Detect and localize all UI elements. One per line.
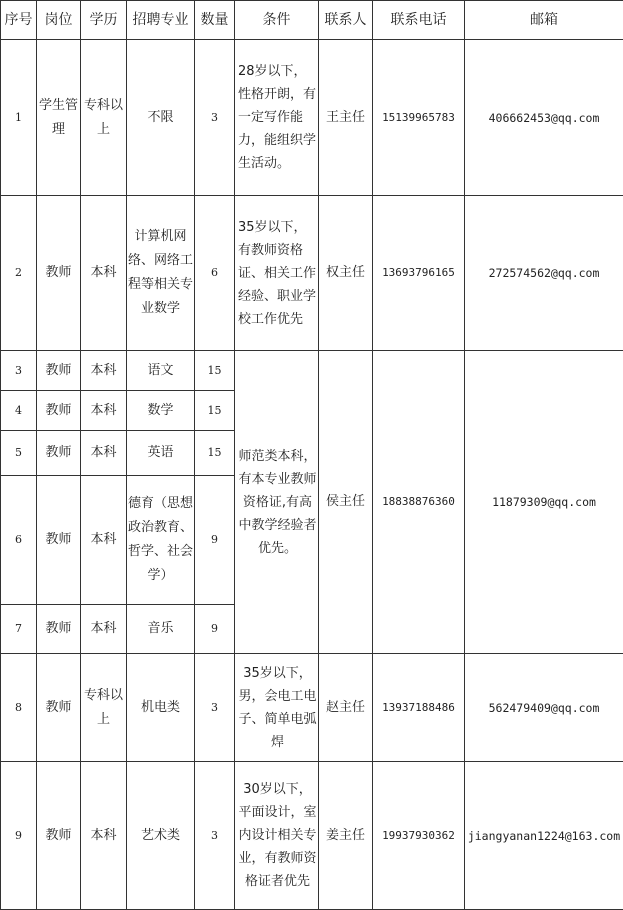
row-count: 3 <box>195 654 235 762</box>
row-count: 15 <box>195 391 235 431</box>
table-row <box>1 40 623 196</box>
row-major: 计算机网络、网络工程等相关专业数学 <box>127 196 195 351</box>
row-count: 15 <box>195 351 235 391</box>
header-email: 邮箱 <box>465 1 623 40</box>
row-cond: 30岁以下，平面设计，室内设计相关专业，有教师资格证者优先 <box>235 762 319 910</box>
group-phone: 18838876360 <box>373 351 465 654</box>
row-edu: 本科 <box>81 605 127 654</box>
header-post: 岗位 <box>37 1 81 40</box>
row-post: 教师 <box>37 476 81 605</box>
header-phone: 联系电话 <box>373 1 465 40</box>
row-edu: 本科 <box>81 351 127 391</box>
row-post: 教师 <box>37 391 81 431</box>
row-post: 教师 <box>37 654 81 762</box>
row-major: 语文 <box>127 351 195 391</box>
row-no: 8 <box>1 654 37 762</box>
row-cond: 28岁以下，性格开朗，有一定写作能力，能组织学生活动。 <box>235 40 319 196</box>
row-post: 教师 <box>37 431 81 476</box>
row-major: 德育（思想政治教育、哲学、社会学） <box>127 476 195 605</box>
header-contact: 联系人 <box>319 1 373 40</box>
row-major: 不限 <box>127 40 195 196</box>
row-no: 6 <box>1 476 37 605</box>
row-no: 4 <box>1 391 37 431</box>
row-no: 7 <box>1 605 37 654</box>
row-contact: 姜主任 <box>319 762 373 910</box>
row-major: 数学 <box>127 391 195 431</box>
row-count: 9 <box>195 605 235 654</box>
row-phone: 13937188486 <box>373 654 465 762</box>
header-major: 招聘专业 <box>127 1 195 40</box>
row-no: 3 <box>1 351 37 391</box>
row-email: 406662453@qq.com <box>465 40 623 196</box>
row-edu: 本科 <box>81 762 127 910</box>
row-post: 教师 <box>37 605 81 654</box>
row-post: 教师 <box>37 762 81 910</box>
row-count: 3 <box>195 40 235 196</box>
row-count: 15 <box>195 431 235 476</box>
row-edu: 专科以上 <box>81 40 127 196</box>
row-phone: 13693796165 <box>373 196 465 351</box>
group-contact: 侯主任 <box>319 351 373 654</box>
row-edu: 本科 <box>81 476 127 605</box>
row-post: 教师 <box>37 196 81 351</box>
group-cond: 师范类本科，有本专业教师资格证,有高中教学经验者优先。 <box>235 351 319 654</box>
row-email: 272574562@qq.com <box>465 196 623 351</box>
row-edu: 本科 <box>81 431 127 476</box>
row-major: 艺术类 <box>127 762 195 910</box>
row-no: 5 <box>1 431 37 476</box>
header-no: 序号 <box>1 1 37 40</box>
row-count: 6 <box>195 196 235 351</box>
row-edu: 专科以上 <box>81 654 127 762</box>
header-cond: 条件 <box>235 1 319 40</box>
row-no: 9 <box>1 762 37 910</box>
row-edu: 本科 <box>81 391 127 431</box>
group-email: 11879309@qq.com <box>465 351 623 654</box>
row-cond: 35岁以下，男，会电工电子、简单电弧焊 <box>235 654 319 762</box>
row-major: 音乐 <box>127 605 195 654</box>
header-edu: 学历 <box>81 1 127 40</box>
table-row <box>1 762 623 910</box>
row-phone: 19937930362 <box>373 762 465 910</box>
row-contact: 赵主任 <box>319 654 373 762</box>
header-count: 数量 <box>195 1 235 40</box>
row-post: 教师 <box>37 351 81 391</box>
header-row <box>1 1 623 40</box>
row-count: 3 <box>195 762 235 910</box>
row-major: 机电类 <box>127 654 195 762</box>
table-row <box>1 196 623 351</box>
row-contact: 权主任 <box>319 196 373 351</box>
row-edu: 本科 <box>81 196 127 351</box>
table-row <box>1 654 623 762</box>
table-row <box>1 351 623 391</box>
row-major: 英语 <box>127 431 195 476</box>
row-no: 2 <box>1 196 37 351</box>
row-email: 562479409@qq.com <box>465 654 623 762</box>
row-phone: 15139965783 <box>373 40 465 196</box>
row-cond: 35岁以下，有教师资格证、相关工作经验、职业学校工作优先 <box>235 196 319 351</box>
row-no: 1 <box>1 40 37 196</box>
row-count: 9 <box>195 476 235 605</box>
row-post: 学生管理 <box>37 40 81 196</box>
row-email: jiangyanan1224@163.com <box>465 762 623 910</box>
row-contact: 王主任 <box>319 40 373 196</box>
